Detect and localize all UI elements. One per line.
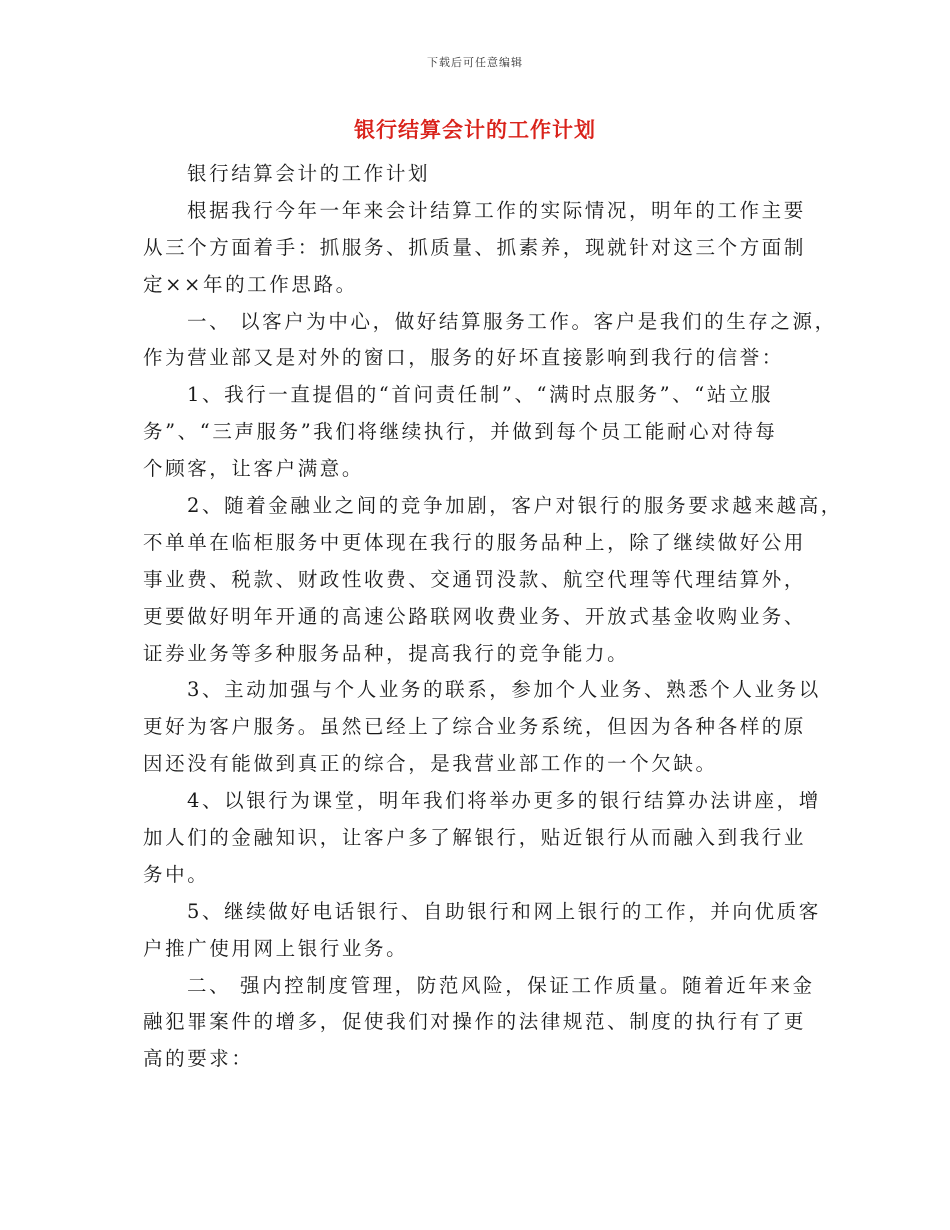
text-line: 因还没有能做到真正的综合，是我营业部工作的一个欠缺。 — [143, 752, 718, 776]
text-line: 高的要求： — [143, 1047, 254, 1071]
text-line: 一、 以客户为中心，做好结算服务工作。客户是我们的生存之源， — [187, 309, 837, 333]
text-line: 更要做好明年开通的高速公路联网收费业务、开放式基金收购业务、 — [143, 604, 807, 628]
text-line: 4、以银行为课堂，明年我们将举办更多的银行结算办法讲座，增 — [187, 789, 821, 813]
text-line: 作为营业部又是对外的窗口，服务的好坏直接影响到我行的信誉： — [143, 346, 784, 370]
text-line: 3、主动加强与个人业务的联系，参加个人业务、熟悉个人业务以 — [187, 678, 821, 702]
text-line: 融犯罪案件的增多，促使我们对操作的法律规范、制度的执行有了更 — [143, 1010, 807, 1034]
text-line: 事业费、税款、财政性收费、交通罚没款、航空代理等代理结算外， — [143, 567, 807, 591]
text-line: 银行结算会计的工作计划 — [187, 162, 431, 185]
text-line: 更好为客户服务。虽然已经上了综合业务系统，但因为各种各样的原 — [143, 715, 807, 739]
text-line: 二、 强内控制度管理，防范风险，保证工作质量。随着近年来金 — [187, 973, 815, 997]
text-line: 个顾客，让客户满意。 — [143, 457, 365, 481]
text-line: 1、我行一直提倡的“首问责任制”、“满时点服务”、“站立服 — [187, 383, 774, 407]
text-line: 定××年的工作思路。 — [143, 272, 358, 296]
text-line: 务”、“三声服务”我们将继续执行，并做到每个员工能耐心对待每 — [143, 420, 778, 444]
text-line: 不单单在临柜服务中更体现在我行的服务品种上，除了继续做好公用 — [143, 530, 807, 554]
document-title: 银行结算会计的工作计划 — [354, 118, 596, 142]
text-line: 根据我行今年一年来会计结算工作的实际情况，明年的工作主要 — [187, 198, 806, 222]
text-line: 加人们的金融知识，让客户多了解银行，贴近银行从而融入到我行业 — [143, 826, 807, 850]
text-line: 户推广使用网上银行业务。 — [143, 936, 409, 960]
text-line: 从三个方面着手：抓服务、抓质量、抓素养，现就针对这三个方面制 — [143, 235, 807, 259]
text-line: 5、继续做好电话银行、自助银行和网上银行的工作，并向优质客 — [187, 899, 821, 923]
text-line: 2、随着金融业之间的竞争加剧，客户对银行的服务要求越来越高， — [187, 494, 843, 518]
document-body — [143, 159, 843, 1081]
text-line: 务中。 — [143, 862, 210, 886]
text-line: 证券业务等多种服务品种，提高我行的竞争能力。 — [143, 641, 630, 665]
header-note: 下载后可任意编辑 — [427, 56, 523, 69]
